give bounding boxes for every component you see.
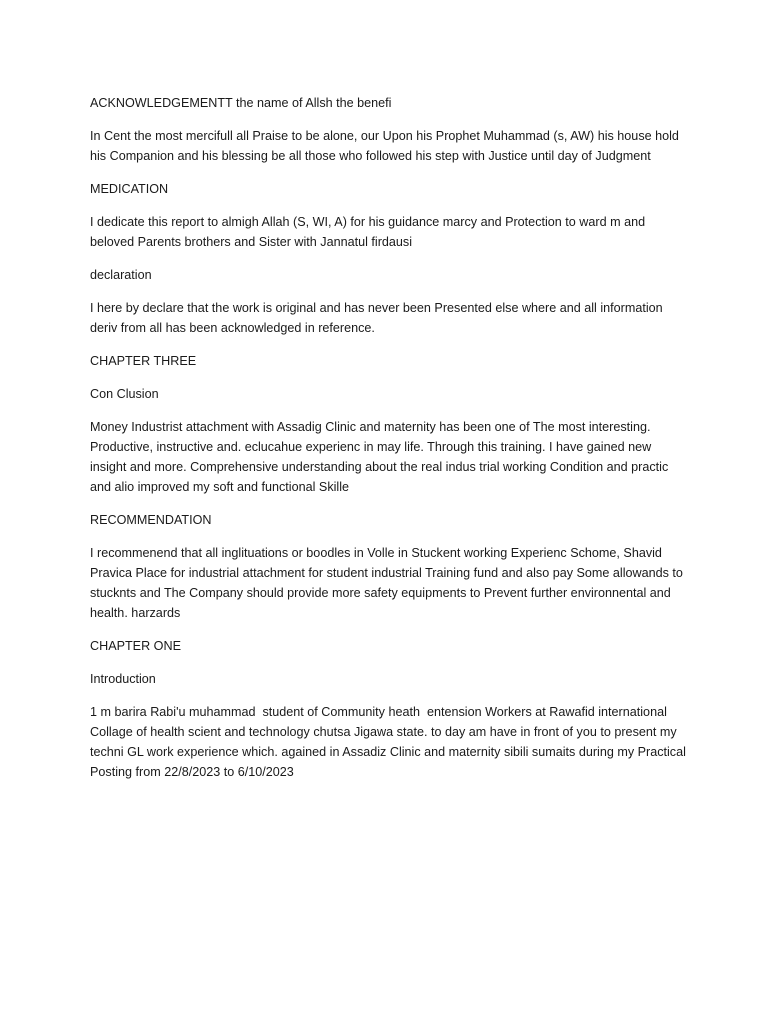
acknowledgement-text: In Cent the most mercifull all Praise to be alone, our Upon his Prophet Muhammad (s, AW) his house hold his Companion and his blessing be all those who followed his step with Justice until day of Judgment xyxy=(90,129,683,163)
recommendation-heading: RECOMMENDATION xyxy=(90,513,212,527)
medication-heading: MEDICATION xyxy=(90,182,169,196)
conclusion-text: Money Industrist attachment with Assadig Clinic and maternity has been one of The most interesting. Productive, instructive and. eclucahue experienc in may life. Through this training. I have gained new insight and more. Comprehensive understanding about the real indus trial working Condition and practic and alio improved my soft and functional Skille xyxy=(90,420,672,494)
recommendation-text: I recommenend that all inglituations or boodles in Volle in Stuckent working Experienc Schome, Shavid Pravica Place for industrial attachment for student industrial Training fund and also pay Some allowands to stucknts and The Company should provide more safety equipments to Prevent further environnental and health. harzards xyxy=(90,546,687,620)
introduction-text: 1 m barira Rabi'u muhammad student of Community heath entension Workers at Rawafid international Collage of health scient and technology chutsa Jigawa state. to day am have in front of you to present my techni GL work experience which. agained in Assadiz Clinic and maternity sibili sumaits during my Practical Posting from 22/8/2023 to 6/10/2023 xyxy=(90,705,693,779)
chapter-one-heading: CHAPTER ONE xyxy=(90,639,181,653)
conclusion-heading: Con Clusion xyxy=(90,387,159,401)
declaration-text: I here by declare that the work is original and has never been Presented else where and all information deriv from all has been acknowledged in reference. xyxy=(90,301,667,335)
document-body xyxy=(90,93,693,795)
chapter-three-heading: CHAPTER THREE xyxy=(90,354,197,368)
declaration-heading: declaration xyxy=(90,268,152,282)
introduction-heading: Introduction xyxy=(90,672,156,686)
acknowledgement-heading: ACKNOWLEDGEMENTT the name of Allsh the benefi xyxy=(90,96,392,110)
dedication-text: I dedicate this report to almigh Allah (S, WI, A) for his guidance marcy and Protection to ward m and beloved Parents brothers and Sister with Jannatul firdausi xyxy=(90,215,649,249)
